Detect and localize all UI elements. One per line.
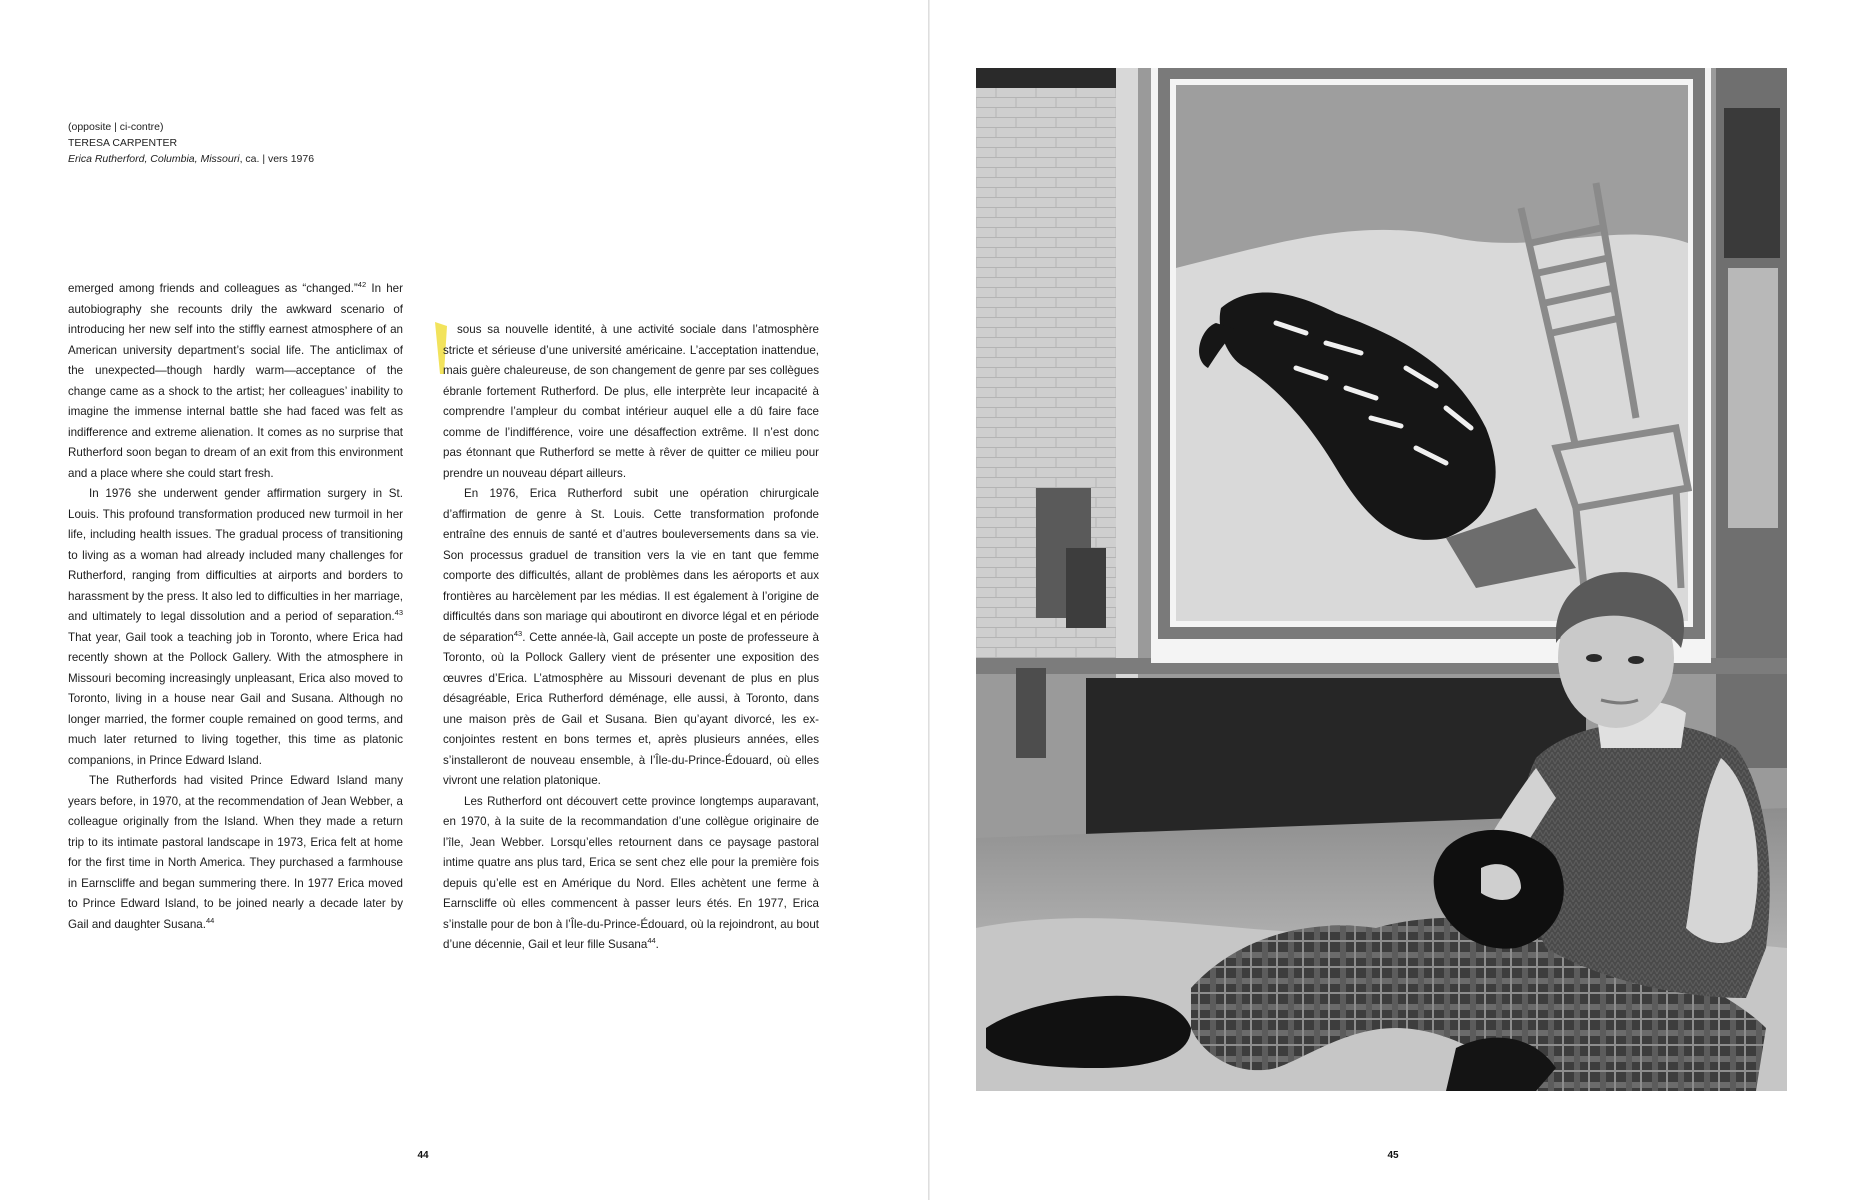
french-paragraph-2 [443, 484, 819, 792]
french-paragraph-1 [443, 320, 819, 484]
english-paragraph-2 [68, 484, 403, 771]
footnote-ref-44-fr: 44 [647, 936, 656, 945]
artist-studio-photograph [976, 68, 1787, 1091]
french-paragraph-3 [443, 792, 819, 956]
english-paragraph-3 [68, 771, 403, 935]
footnote-ref-44: 44 [205, 915, 215, 925]
french-p1-text: sous sa nouvelle identité, à une activité sociale dans l’atmosphère stricte et sérieuse d’une université américaine. L’acceptation inattendue, mais guère chaleureuse, de son changement de genre par ses collègues ébranle fortement Rutherford. De plus, elle interprète leur incapacité à comprendre l’ampleur du combat intérieur auquel elle a dû faire face comme de l’indifférence, voire une désaffection extrême. Il n’est donc pas étonnant que Rutherford se mette à rêver de quitter ce milieu pour prendre un nouveau départ ailleurs. [443, 323, 819, 480]
caption-credit-date: , ca. | vers 1976 [239, 153, 315, 165]
french-p3-end: . [655, 938, 659, 951]
caption-credit-title: Erica Rutherford, Columbia, Missouri [68, 153, 240, 165]
english-p2-rest: That year, Gail took a teaching job in Toronto, where Erica had recently shown at the Pollock Gallery. With the atmosphere in Missouri becoming increasingly unpleasant, Erica also moved to Toronto, living in a house near Gail and Susana. Although no longer married, the former couple remained on good terms, and much later returned to living together, this time as platonic companions, in Prince Edward Island. [68, 630, 403, 767]
french-p2-rest: . Cette année-là, Gail accepte un poste de professeure à Toronto, où la Pollock Gallery vient de présenter une exposition des œuvres d’Erica. L’atmosphère au Missouri devenant de plus en plus désagréable, Erica Rutherford déménage, elle aussi, à Toronto, dans une maison près de Gail et Susana. Bien qu’ayant divorcé, les ex-conjointes restent en bons termes et, après plusieurs années, elles s’installeront de nouveau ensemble, à l’Île-du-Prince-Édouard, où elles vivront une relation platonique. [443, 630, 819, 787]
english-p3-text: The Rutherfords had visited Prince Edward Island many years before, in 1970, at the recommendation of Jean Webber, a colleague originally from the Island. When they made a return trip to its intimate pastoral landscape in 1973, Erica felt at home for the first time in North America. They purchased a farmhouse in Earnscliffe and began summering there. In 1977 Erica moved to Prince Edward Island, to be joined nearly a decade later by Gail and daughter Susana. [68, 774, 403, 931]
page-number-right: 45 [1387, 1150, 1399, 1161]
french-column [443, 320, 819, 956]
french-p2-text: En 1976, Erica Rutherford subit une opération chirurgicale d’affirmation de genre à St. Louis. Cette transformation profonde entraîne des ennuis de santé et d’autres bouleversements dans sa vie. Son processus graduel de transition vers la vie en tant que femme comporte des difficultés, allant de problèmes dans les aéroports et aux frontières au harcèlement par les médias. Il est également à l’origine de difficultés dans son mariage qui aboutiront en divorce légal et en période de séparation [443, 487, 819, 644]
caption-photographer: TERESA CARPENTER [68, 137, 178, 149]
photo-caption [68, 119, 314, 167]
footnote-ref-43: 43 [394, 608, 403, 617]
footnote-ref-42: 42 [357, 280, 367, 289]
caption-credit [68, 151, 314, 167]
english-p1-rest: In her autobiography she recounts drily the awkward scenario of introducing her new self into the stiffly earnest atmosphere of an American university department’s social life. The anticlimax of the unexpected—though hardly warm—acceptance of the change came as a shock to the artist; her colleagues’ inability to imagine the immense internal battle she had faced was felt as indifference and extreme alienation. It comes as no surprise that Rutherford soon began to dream of an exit from this environment and a place where she could start fresh. [68, 282, 403, 480]
english-column [68, 279, 403, 935]
french-p3-text: Les Rutherford ont découvert cette province longtemps auparavant, en 1970, à la suite de la recommandation d’une collègue originaire de l’île, Jean Webber. Lorsqu’elles retournent dans ce paysage pastoral intime quatre ans plus tard, Erica se sent chez elle pour la première fois depuis qu’elle est en Amérique du Nord. Elles achètent une ferme à Earnscliffe où elles commencent à passer leurs étés. En 1977, Erica s’installe pour de bon à l’Île-du-Prince-Édouard, où la rejoindront, au bout d’une décennie, Gail et leur fille Susana [443, 794, 819, 951]
english-p1-text: emerged among friends and colleagues as “changed.” [68, 282, 358, 295]
english-paragraph-1 [68, 279, 403, 484]
footnote-ref-43-fr: 43 [513, 628, 523, 638]
caption-position: (opposite | ci-contre) [68, 121, 164, 133]
english-p2-text: In 1976 she underwent gender affirmation surgery in St. Louis. This profound transformation produced new turmoil in her life, including health issues. The gradual process of transitioning to living as a woman had already included many challenges for Rutherford, ranging from difficulties at airports and borders to harassment by the press. It also led to difficulties in her marriage, and ultimately to legal dissolution and a period of separation. [68, 487, 403, 623]
page-number-left: 44 [417, 1150, 429, 1161]
